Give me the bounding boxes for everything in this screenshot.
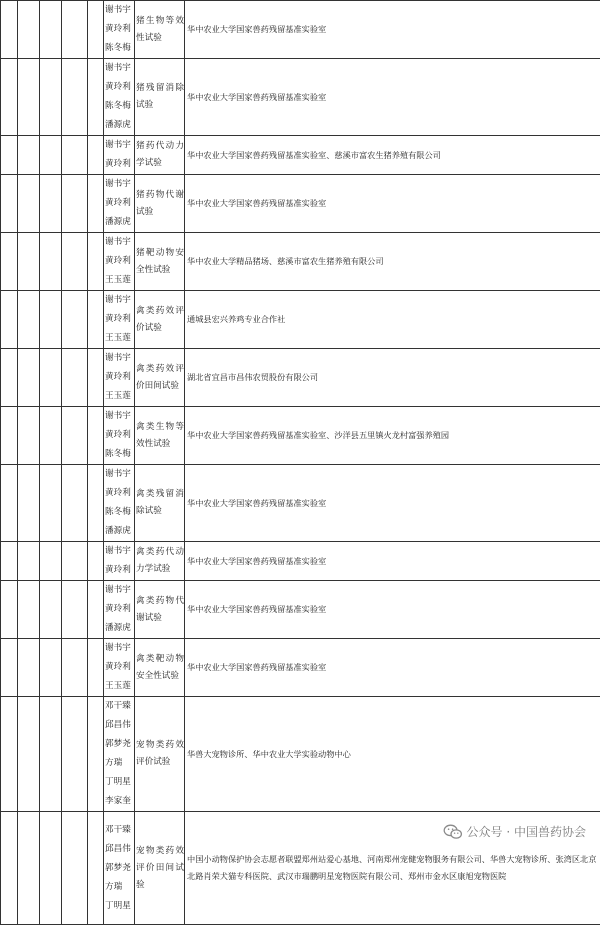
site-cell: 华中农业大学国家兽药残留基准实验室: [185, 59, 600, 136]
site-cell: 华中农业大学国家兽药残留基准实验室、慈溪市富农生猪养殖有限公司: [185, 136, 600, 175]
blank-cell: [1, 136, 18, 175]
site-cell: 湖北省宜昌市昌伟农贸股份有限公司: [185, 349, 600, 407]
personnel-name: 陈冬梅: [105, 503, 134, 522]
blank-cell: [88, 639, 104, 697]
personnel-cell: [104, 175, 135, 233]
personnel-name: 谢书宇: [105, 639, 134, 658]
blank-cell: [1, 59, 18, 136]
table-row: [1, 1, 600, 59]
blank-cell: [88, 59, 104, 136]
blank-cell: [62, 1, 88, 59]
blank-cell: [40, 581, 62, 639]
personnel-name: 谢书宇: [105, 175, 134, 194]
personnel-name: 黄玲利: [105, 20, 134, 39]
personnel-name: 方瑞: [105, 878, 134, 897]
personnel-cell: [104, 697, 135, 812]
personnel-name: 丁明星: [105, 773, 134, 792]
personnel-cell: [104, 407, 135, 465]
personnel-name: 郭梦尧: [105, 735, 134, 754]
blank-cell: [88, 407, 104, 465]
blank-cell: [1, 233, 18, 291]
table-row: [1, 697, 600, 812]
personnel-name: 王玉莲: [105, 677, 134, 696]
personnel-name: 陈冬梅: [105, 97, 134, 116]
personnel-name: 黄玲利: [105, 561, 134, 580]
blank-cell: [18, 349, 40, 407]
blank-cell: [88, 291, 104, 349]
experiment-cell: 禽类残留消除试验: [135, 465, 185, 542]
blank-cell: [18, 233, 40, 291]
site-cell: 华中农业大学国家兽药残留基准实验室: [185, 175, 600, 233]
site-cell: 华中农业大学国家兽药残留基准实验室、沙洋县五里镇火龙村富强养殖园: [185, 407, 600, 465]
personnel-name: 谢书宇: [105, 349, 134, 368]
blank-cell: [62, 407, 88, 465]
blank-cell: [62, 812, 88, 925]
personnel-name: 潘源虎: [105, 116, 134, 135]
personnel-name: 谢书宇: [105, 291, 134, 310]
personnel-name: 郭梦尧: [105, 859, 134, 878]
personnel-name: 潘源虎: [105, 522, 134, 541]
table-body: [1, 1, 600, 925]
personnel-name: 邱昌伟: [105, 840, 134, 859]
blank-cell: [62, 233, 88, 291]
personnel-name: 潘源虎: [105, 619, 134, 638]
watermark-text: 公众号 · 中国兽药协会: [467, 823, 586, 840]
blank-cell: [40, 136, 62, 175]
blank-cell: [1, 542, 18, 581]
personnel-cell: [104, 1, 135, 59]
personnel-cell: [104, 465, 135, 542]
table-row: [1, 59, 600, 136]
blank-cell: [40, 465, 62, 542]
personnel-cell: [104, 349, 135, 407]
site-cell: 华中农业大学国家兽药残留基准实验室: [185, 542, 600, 581]
blank-cell: [62, 136, 88, 175]
blank-cell: [62, 639, 88, 697]
blank-cell: [18, 59, 40, 136]
experiment-cell: 禽类药物代谢试验: [135, 581, 185, 639]
experiment-cell: 猪靶动物安全性试验: [135, 233, 185, 291]
blank-cell: [18, 175, 40, 233]
personnel-name: 邓干臻: [105, 821, 134, 840]
blank-cell: [1, 349, 18, 407]
personnel-name: 谢书宇: [105, 59, 134, 78]
table-row: [1, 581, 600, 639]
experiment-cell: 禽类药代动力学试验: [135, 542, 185, 581]
personnel-name: 黄玲利: [105, 78, 134, 97]
personnel-name: 邱昌伟: [105, 716, 134, 735]
personnel-name: 谢书宇: [105, 407, 134, 426]
personnel-name: 黄玲利: [105, 194, 134, 213]
site-cell: 中国小动物保护协会志愿者联盟郑州站爱心基地、河南郑州宠健宠物服务有限公司、华兽大宠物诊所、张湾区北京北路肖荣犬猫专科医院、武汉市瑞鹏明星宠物医院有限公司、郑州市金水区康旭宠物医院: [185, 812, 600, 925]
blank-cell: [18, 581, 40, 639]
blank-cell: [88, 136, 104, 175]
personnel-cell: [104, 542, 135, 581]
blank-cell: [62, 291, 88, 349]
personnel-name: 谢书宇: [105, 465, 134, 484]
blank-cell: [18, 407, 40, 465]
blank-cell: [62, 175, 88, 233]
blank-cell: [88, 697, 104, 812]
personnel-name: 谢书宇: [105, 233, 134, 252]
blank-cell: [40, 407, 62, 465]
personnel-name: 王玉莲: [105, 387, 134, 406]
blank-cell: [62, 697, 88, 812]
personnel-name: 谢书宇: [105, 1, 134, 20]
personnel-name: 陈冬梅: [105, 445, 134, 464]
experiment-cell: 猪生物等效性试验: [135, 1, 185, 59]
experiment-cell: 宠物类药效评价试验: [135, 697, 185, 812]
personnel-name: 邓干臻: [105, 697, 134, 716]
personnel-cell: [104, 639, 135, 697]
personnel-cell: [104, 233, 135, 291]
personnel-name: 黄玲利: [105, 155, 134, 174]
blank-cell: [62, 465, 88, 542]
blank-cell: [18, 136, 40, 175]
blank-cell: [88, 581, 104, 639]
blank-cell: [88, 1, 104, 59]
blank-cell: [18, 291, 40, 349]
blank-cell: [18, 1, 40, 59]
personnel-name: 潘源虎: [105, 213, 134, 232]
blank-cell: [1, 639, 18, 697]
experiment-cell: 禽类靶动物安全性试验: [135, 639, 185, 697]
blank-cell: [88, 349, 104, 407]
personnel-name: 方瑞: [105, 754, 134, 773]
blank-cell: [88, 542, 104, 581]
personnel-cell: [104, 59, 135, 136]
blank-cell: [1, 697, 18, 812]
blank-cell: [18, 542, 40, 581]
personnel-name: 黄玲利: [105, 484, 134, 503]
blank-cell: [40, 291, 62, 349]
blank-cell: [1, 175, 18, 233]
table-row: [1, 291, 600, 349]
blank-cell: [18, 465, 40, 542]
site-cell: 华中农业大学国家兽药残留基准实验室: [185, 581, 600, 639]
blank-cell: [40, 697, 62, 812]
wechat-icon: [443, 824, 463, 840]
personnel-name: 谢书宇: [105, 542, 134, 561]
blank-cell: [40, 175, 62, 233]
site-cell: 华中农业大学国家兽药残留基准实验室: [185, 465, 600, 542]
personnel-name: 黄玲利: [105, 658, 134, 677]
blank-cell: [88, 465, 104, 542]
blank-cell: [40, 812, 62, 925]
experiment-cell: 禽类生物等效性试验: [135, 407, 185, 465]
personnel-name: 陈冬梅: [105, 39, 134, 58]
experiment-cell: 禽类药效评价试验: [135, 291, 185, 349]
blank-cell: [18, 812, 40, 925]
site-cell: 华中农业大学国家兽药残留基准实验室: [185, 639, 600, 697]
personnel-name: 李家奎: [105, 792, 134, 811]
blank-cell: [40, 349, 62, 407]
experiment-cell: 宠物类药效评价田间试验: [135, 812, 185, 925]
blank-cell: [62, 59, 88, 136]
personnel-name: 黄玲利: [105, 426, 134, 445]
personnel-name: 黄玲利: [105, 252, 134, 271]
personnel-cell: [104, 812, 135, 925]
table-row: [1, 175, 600, 233]
personnel-cell: [104, 291, 135, 349]
personnel-name: 谢书宇: [105, 581, 134, 600]
personnel-name: 王玉莲: [105, 329, 134, 348]
experiment-cell: 猪药物代谢试验: [135, 175, 185, 233]
personnel-name: 丁明星: [105, 897, 134, 916]
blank-cell: [62, 349, 88, 407]
blank-cell: [40, 1, 62, 59]
table-row: [1, 465, 600, 542]
table-row: [1, 639, 600, 697]
blank-cell: [1, 581, 18, 639]
experiment-cell: 禽类药效评价田间试验: [135, 349, 185, 407]
personnel-name: 黄玲利: [105, 310, 134, 329]
blank-cell: [18, 639, 40, 697]
blank-cell: [1, 1, 18, 59]
blank-cell: [62, 581, 88, 639]
personnel-cell: [104, 581, 135, 639]
blank-cell: [88, 233, 104, 291]
blank-cell: [40, 59, 62, 136]
personnel-name: 谢书宇: [105, 136, 134, 155]
personnel-name: 黄玲利: [105, 600, 134, 619]
blank-cell: [88, 175, 104, 233]
blank-cell: [1, 291, 18, 349]
blank-cell: [40, 542, 62, 581]
watermark: [443, 823, 586, 840]
personnel-name: 黄玲利: [105, 368, 134, 387]
blank-cell: [62, 542, 88, 581]
table-row: [1, 233, 600, 291]
table-row: [1, 349, 600, 407]
blank-cell: [1, 465, 18, 542]
blank-cell: [1, 407, 18, 465]
blank-cell: [40, 639, 62, 697]
blank-cell: [88, 812, 104, 925]
personnel-name: 王玉莲: [105, 271, 134, 290]
table-row: [1, 136, 600, 175]
site-cell: 华兽大宠物诊所、华中农业大学实验动物中心: [185, 697, 600, 812]
table-row: [1, 407, 600, 465]
personnel-cell: [104, 136, 135, 175]
blank-cell: [1, 812, 18, 925]
site-cell: 华中农业大学精品猪场、慈溪市富农生猪养殖有限公司: [185, 233, 600, 291]
experiment-cell: 猪药代动力学试验: [135, 136, 185, 175]
site-cell: 华中农业大学国家兽药残留基准实验室: [185, 1, 600, 59]
table-row: [1, 542, 600, 581]
blank-cell: [18, 697, 40, 812]
experiment-cell: 猪残留消除试验: [135, 59, 185, 136]
site-cell: 通城县宏兴养鸡专业合作社: [185, 291, 600, 349]
blank-cell: [40, 233, 62, 291]
